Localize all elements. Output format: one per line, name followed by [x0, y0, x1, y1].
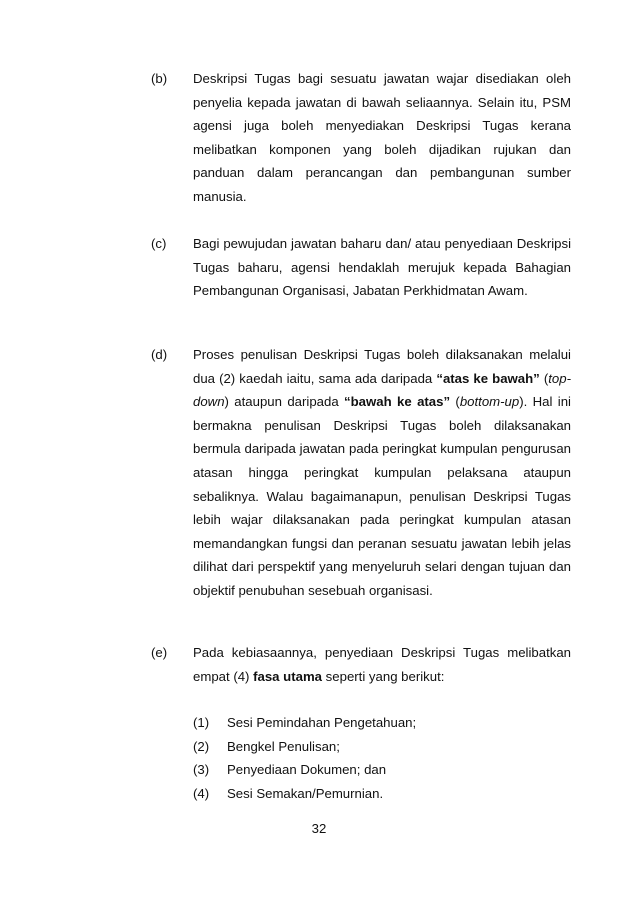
- list-item-text: Sesi Semakan/Pemurnian.: [227, 785, 384, 801]
- italic-term-top-down: top-down: [193, 370, 571, 410]
- paragraph-marker: (b): [151, 71, 168, 86]
- list-item: [193, 711, 573, 735]
- bold-phrase-bottom-up: “bawah ke atas”: [344, 394, 451, 410]
- text-run: (: [539, 370, 549, 386]
- paragraph-b: [151, 67, 571, 209]
- paragraph-marker: (c): [151, 236, 167, 251]
- page-number: 32: [311, 821, 327, 836]
- paragraph-text: Bagi pewujudan jawatan baharu dan/ atau penyediaan Deskripsi Tugas baharu, agensi hendaklah merujuk kepada Bahagian Pembangunan Organisasi, Jabatan Perkhidmatan Awam.: [193, 236, 571, 299]
- list-item-text: Penyediaan Dokumen; dan: [227, 762, 387, 778]
- bold-phrase-fasa-utama: fasa utama: [253, 668, 323, 684]
- list-item: [193, 758, 573, 782]
- paragraph-text: [193, 641, 571, 688]
- text-run: Pada kebiasaannya, penyediaan Deskripsi Tugas melibatkan empat (4): [193, 645, 571, 684]
- phase-list: [193, 711, 573, 805]
- list-item-text: Sesi Pemindahan Pengetahuan;: [227, 715, 417, 730]
- text-run: ). Hal ini bermakna penulisan Deskripsi Tugas boleh dilaksanakan bermula daripada jawatan pada peringkat kumpulan pengurusan atasan hingga peringkat kumpulan pelaksana ataupun sebaliknya. Walau bagaimanapun, penulisan Deskripsi Tugas lebih wajar dilaksanakan pada peringkat kumpulan atasan memandangkan fungsi dan peranan sesuatu jawatan lebih jelas dilihat dari perspektif yang menyeluruh selari dengan tujuan dan objektif penubuhan sesebuah organisasi.: [193, 394, 571, 598]
- paragraph-c: [151, 232, 571, 303]
- list-item-number: (3): [193, 762, 210, 778]
- list-item-number: (4): [193, 785, 210, 801]
- paragraph-e: [151, 641, 571, 688]
- paragraph-marker: (d): [151, 347, 168, 362]
- paragraph-d: [151, 343, 571, 603]
- text-run: Proses penulisan Deskripsi Tugas boleh dilaksanakan melalui dua (2) kaedah iaitu, sama ada daripada: [193, 347, 571, 386]
- text-run: ) ataupun daripada: [224, 394, 345, 410]
- list-item-text: Bengkel Penulisan;: [227, 738, 340, 754]
- bold-phrase-top-down: “atas ke bawah”: [436, 370, 540, 386]
- text-run: seperti yang berikut:: [322, 668, 445, 684]
- list-item: [193, 782, 573, 806]
- italic-term-bottom-up: bottom-up: [459, 394, 520, 410]
- list-item-number: (2): [193, 738, 210, 754]
- paragraph-text: Deskripsi Tugas bagi sesuatu jawatan wajar disediakan oleh penyelia kepada jawatan di bawah seliaannya. Selain itu, PSM agensi juga boleh menyediakan Deskripsi Tugas kerana melibatkan komponen yang boleh dijadikan rujukan dan panduan dalam perancangan dan pembangunan sumber manusia.: [193, 71, 571, 204]
- list-item: [193, 735, 573, 759]
- list-item-number: (1): [193, 715, 210, 730]
- text-run: (: [450, 394, 460, 410]
- paragraph-marker: (e): [151, 645, 168, 660]
- paragraph-text: [193, 343, 571, 603]
